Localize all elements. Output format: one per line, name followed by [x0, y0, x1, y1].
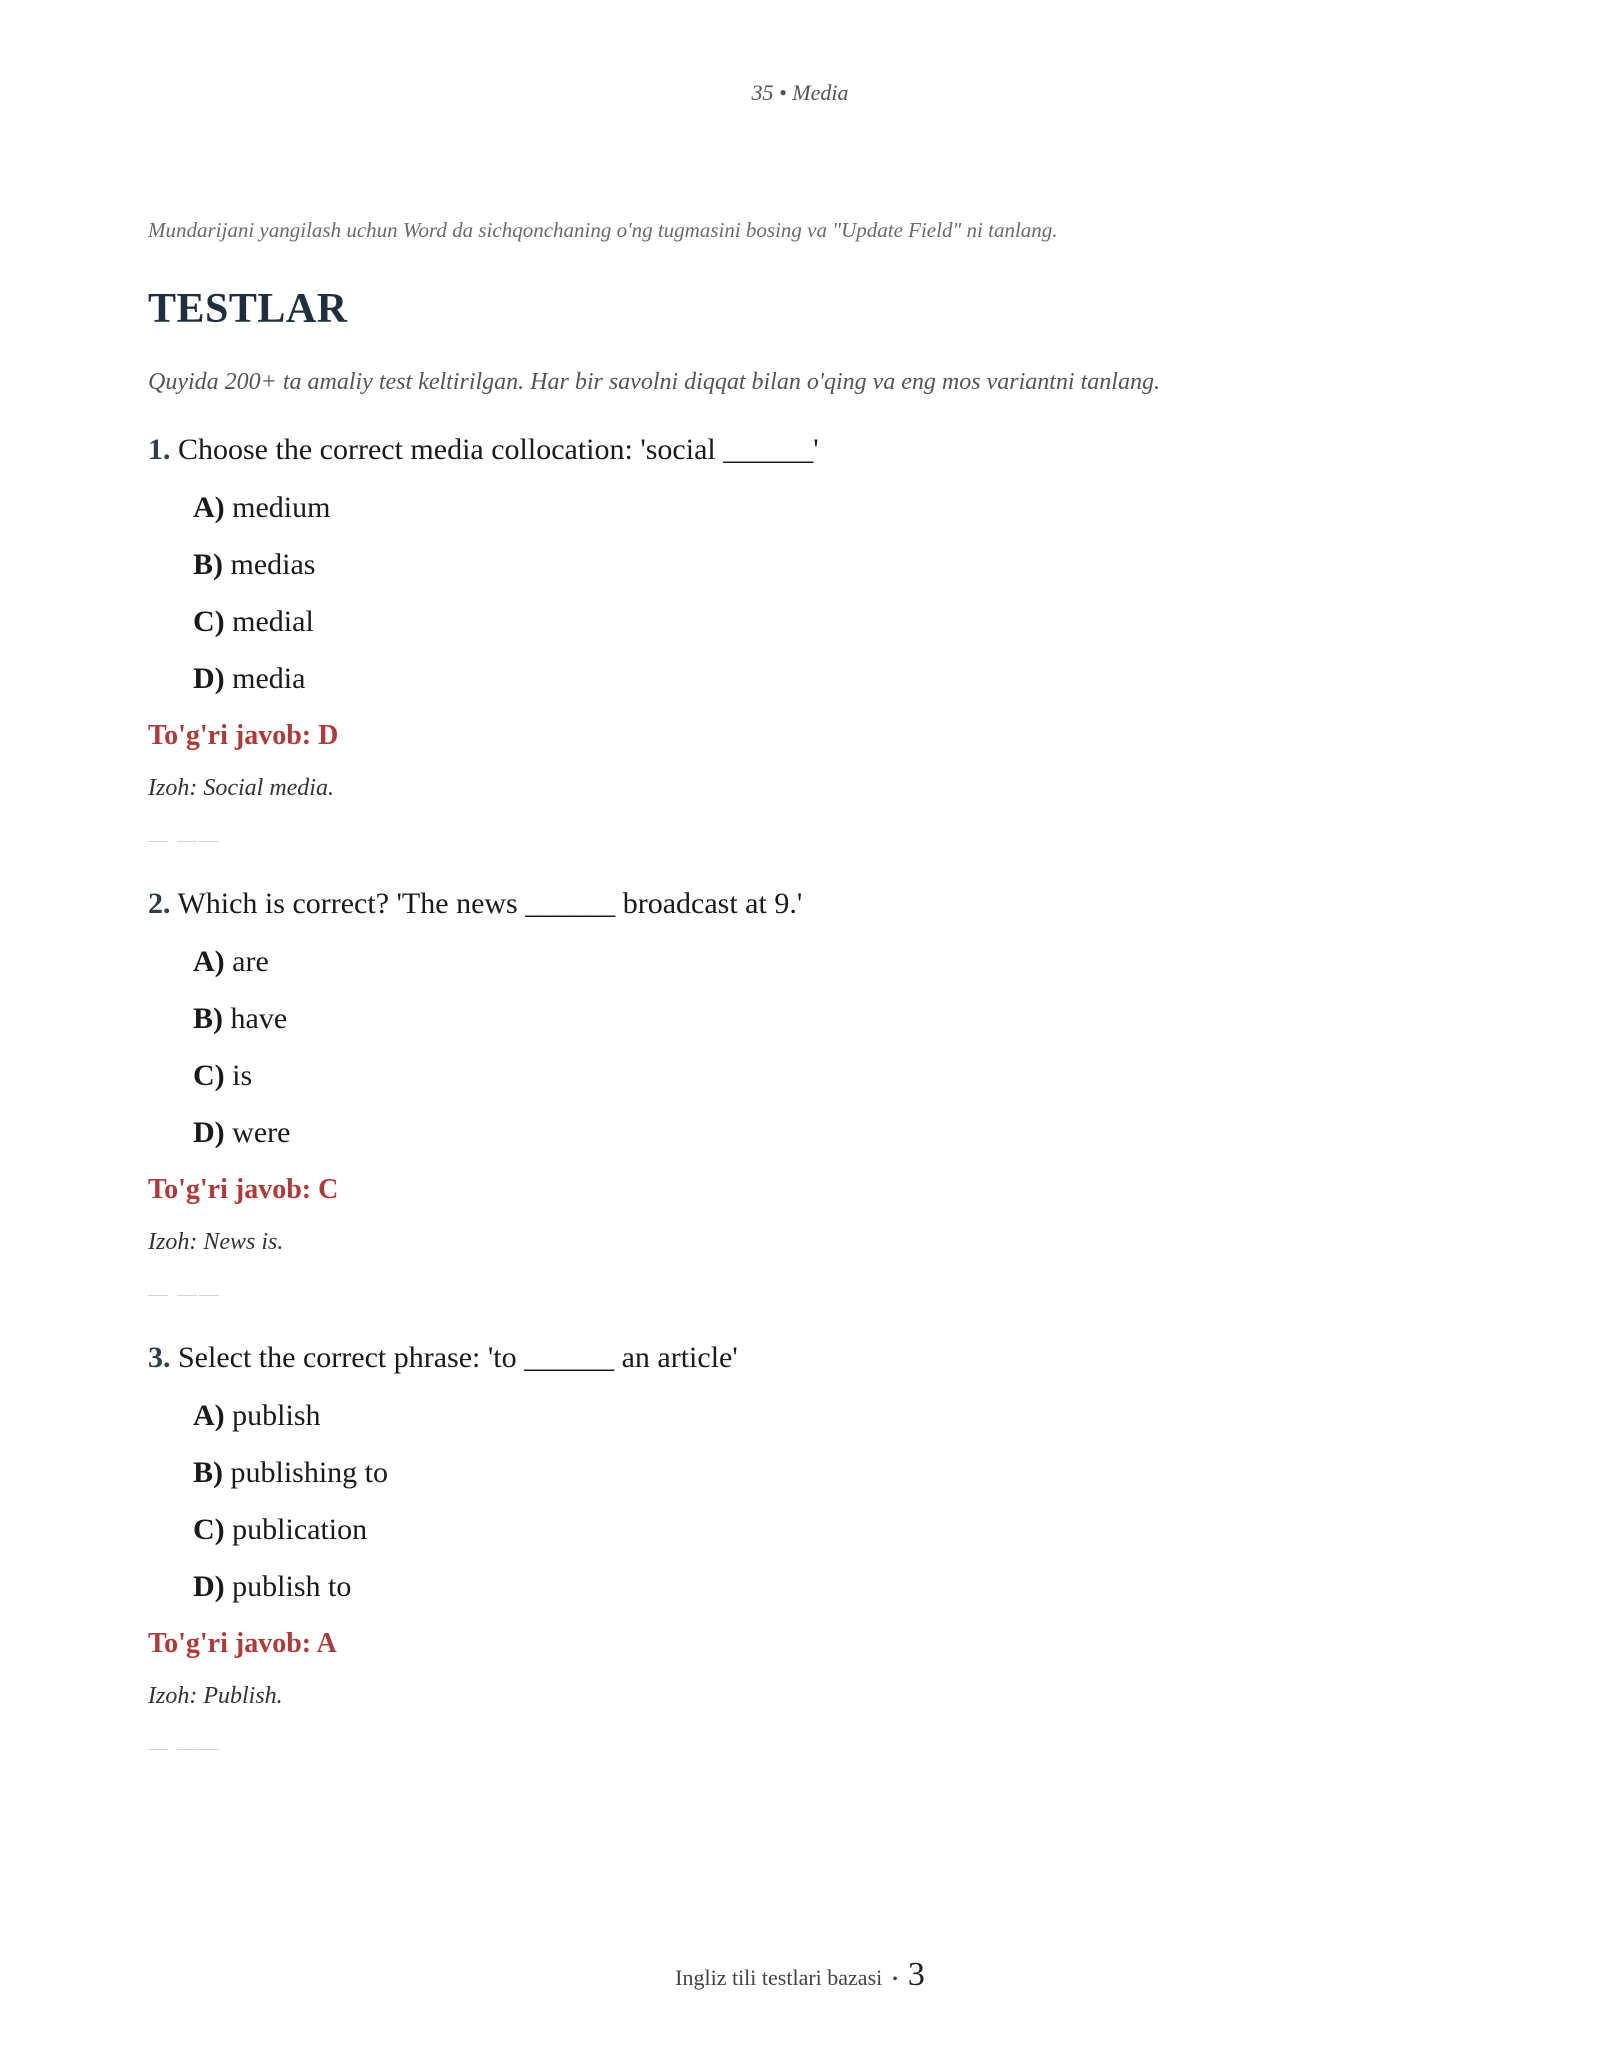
question-2	[148, 884, 1448, 1306]
section-title: TESTLAR	[148, 286, 348, 332]
option-a	[193, 488, 1448, 528]
footer-book-title: Ingliz tili testlari bazasi	[675, 1965, 883, 1990]
correct-answer: To'g'ri javob: A	[148, 1628, 337, 1659]
question-prompt: Which is correct? 'The news ______ broadcast at 9.'	[177, 887, 803, 920]
option-c	[193, 1056, 1448, 1096]
toc-update-note: Mundarijani yangilash uchun Word da sichqonchaning o'ng tugmasini bosing va "Update Field" ni tanlang.	[148, 218, 1058, 242]
option-letter: C)	[193, 605, 225, 638]
question-prompt: Choose the correct media collocation: 'social ______'	[178, 433, 819, 466]
option-text: were	[232, 1116, 291, 1149]
page-content	[148, 218, 1448, 1792]
question-number: 1.	[148, 433, 171, 466]
question-text	[148, 1338, 1448, 1378]
option-text: medium	[232, 491, 331, 524]
footer-bullet: •	[892, 1970, 898, 1988]
correct-answer: To'g'ri javob: C	[148, 1174, 339, 1205]
option-text: media	[232, 662, 306, 695]
section-intro: Quyida 200+ ta amaliy test keltirilgan. Har bir savolni diqqat bilan o'qing va eng mos variantni tanlang.	[148, 369, 1160, 395]
option-letter: A)	[193, 945, 225, 978]
option-b	[193, 545, 1448, 585]
option-text: medias	[230, 548, 316, 581]
option-b	[193, 1453, 1448, 1493]
option-letter: B)	[193, 1456, 223, 1489]
option-c	[193, 1510, 1448, 1550]
question-separator: — ——	[148, 1283, 221, 1305]
option-letter: C)	[193, 1513, 225, 1546]
option-text: have	[230, 1002, 288, 1035]
option-d	[193, 1113, 1448, 1153]
option-text: is	[232, 1059, 253, 1092]
option-text: medial	[232, 605, 314, 638]
option-d	[193, 1567, 1448, 1607]
option-text: publish	[232, 1399, 321, 1432]
question-prompt: Select the correct phrase: 'to ______ an article'	[178, 1341, 738, 1374]
option-text: publish to	[232, 1570, 352, 1603]
option-b	[193, 999, 1448, 1039]
question-separator: — ——	[148, 829, 221, 851]
option-list	[193, 942, 1448, 1153]
question-number: 3.	[148, 1341, 171, 1374]
option-d	[193, 659, 1448, 699]
option-letter: C)	[193, 1059, 225, 1092]
option-text: publishing to	[230, 1456, 389, 1489]
explanation: Izoh: News is.	[148, 1229, 284, 1255]
option-letter: B)	[193, 1002, 223, 1035]
explanation: Izoh: Publish.	[148, 1683, 283, 1709]
option-letter: D)	[193, 1570, 225, 1603]
option-text: publication	[232, 1513, 368, 1546]
question-number: 2.	[148, 887, 171, 920]
explanation: Izoh: Social media.	[148, 775, 334, 801]
running-header: 35 • Media	[751, 80, 849, 105]
correct-answer: To'g'ri javob: D	[148, 720, 339, 751]
option-letter: D)	[193, 662, 225, 695]
option-a	[193, 942, 1448, 982]
option-letter: A)	[193, 491, 225, 524]
page-number: 3	[907, 1956, 925, 1993]
option-letter: A)	[193, 1399, 225, 1432]
option-list	[193, 488, 1448, 699]
page-footer	[0, 1956, 1600, 1994]
option-text: are	[232, 945, 269, 978]
question-3	[148, 1338, 1448, 1760]
question-text	[148, 430, 1448, 470]
question-text	[148, 884, 1448, 924]
question-separator: — ——	[148, 1737, 221, 1759]
option-letter: B)	[193, 548, 223, 581]
option-list	[193, 1396, 1448, 1607]
option-letter: D)	[193, 1116, 225, 1149]
option-c	[193, 602, 1448, 642]
option-a	[193, 1396, 1448, 1436]
question-1	[148, 430, 1448, 852]
